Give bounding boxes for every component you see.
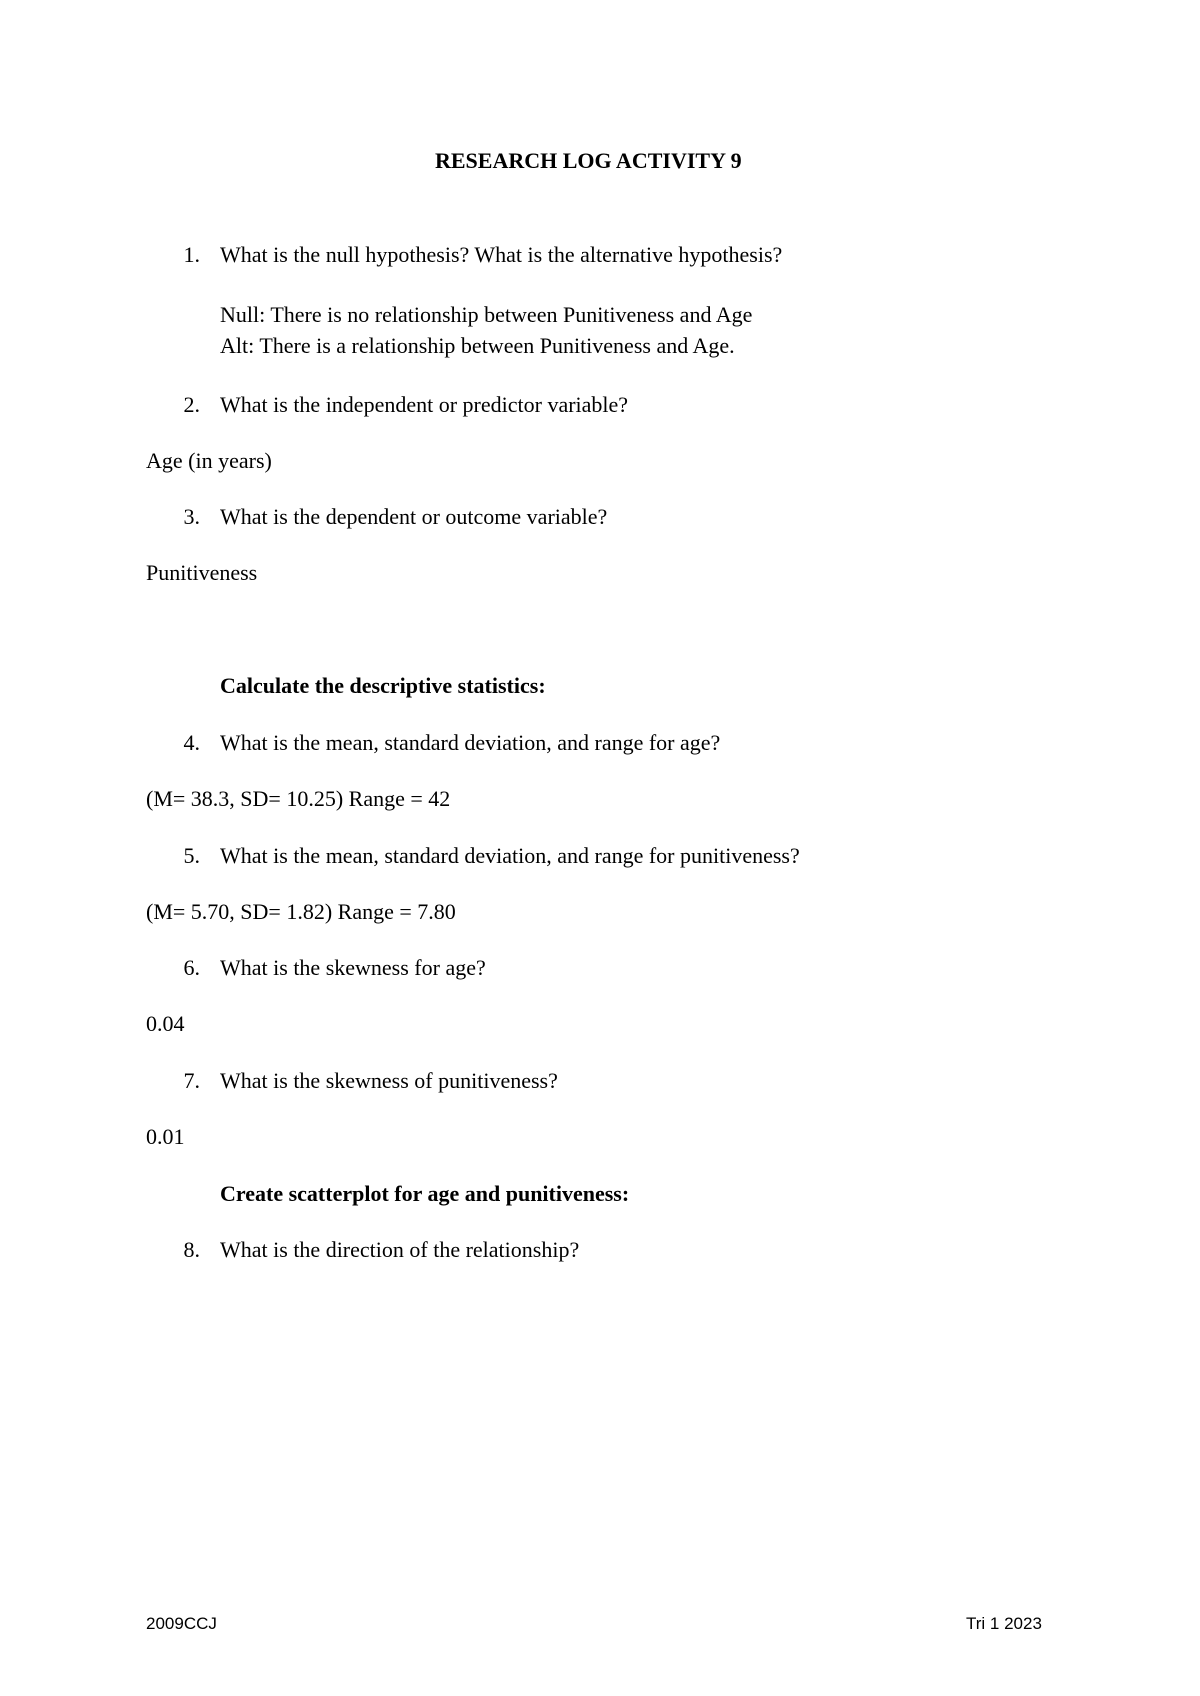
question-5-number: 5. <box>183 843 200 868</box>
question-3-number: 3. <box>183 504 200 529</box>
question-7-text: What is the skewness of punitiveness? <box>220 1068 558 1093</box>
answer-5: (M= 5.70, SD= 1.82) Range = 7.80 <box>146 899 456 924</box>
answer-6: 0.04 <box>146 1011 185 1036</box>
alternative-hypothesis: Alt: There is a relationship between Punitiveness and Age. <box>220 333 735 358</box>
question-5-text: What is the mean, standard deviation, and range for punitiveness? <box>220 843 800 868</box>
section-heading-descriptive-statistics: Calculate the descriptive statistics: <box>220 673 546 698</box>
answer-7: 0.01 <box>146 1124 185 1149</box>
answer-4: (M= 38.3, SD= 10.25) Range = 42 <box>146 786 451 811</box>
question-8-number: 8. <box>183 1237 200 1262</box>
question-4-text: What is the mean, standard deviation, and range for age? <box>220 730 721 755</box>
page-title: RESEARCH LOG ACTIVITY 9 <box>435 148 742 173</box>
answer-3: Punitiveness <box>146 560 258 585</box>
answer-2: Age (in years) <box>146 448 272 473</box>
question-3-text: What is the dependent or outcome variable? <box>220 504 608 529</box>
question-1-text: What is the null hypothesis? What is the alternative hypothesis? <box>220 242 783 267</box>
question-8-text: What is the direction of the relationship? <box>220 1237 580 1262</box>
question-7-number: 7. <box>183 1068 200 1093</box>
footer-course-code: 2009CCJ <box>146 1614 217 1633</box>
section-heading-scatterplot: Create scatterplot for age and punitiveness: <box>220 1181 630 1206</box>
question-1-number: 1. <box>183 242 200 267</box>
question-6-number: 6. <box>183 955 200 980</box>
question-2-number: 2. <box>183 392 200 417</box>
question-6-text: What is the skewness for age? <box>220 955 486 980</box>
question-4-number: 4. <box>183 730 200 755</box>
question-2-text: What is the independent or predictor variable? <box>220 392 629 417</box>
footer-term: Tri 1 2023 <box>966 1614 1042 1633</box>
null-hypothesis: Null: There is no relationship between Punitiveness and Age <box>220 302 753 327</box>
